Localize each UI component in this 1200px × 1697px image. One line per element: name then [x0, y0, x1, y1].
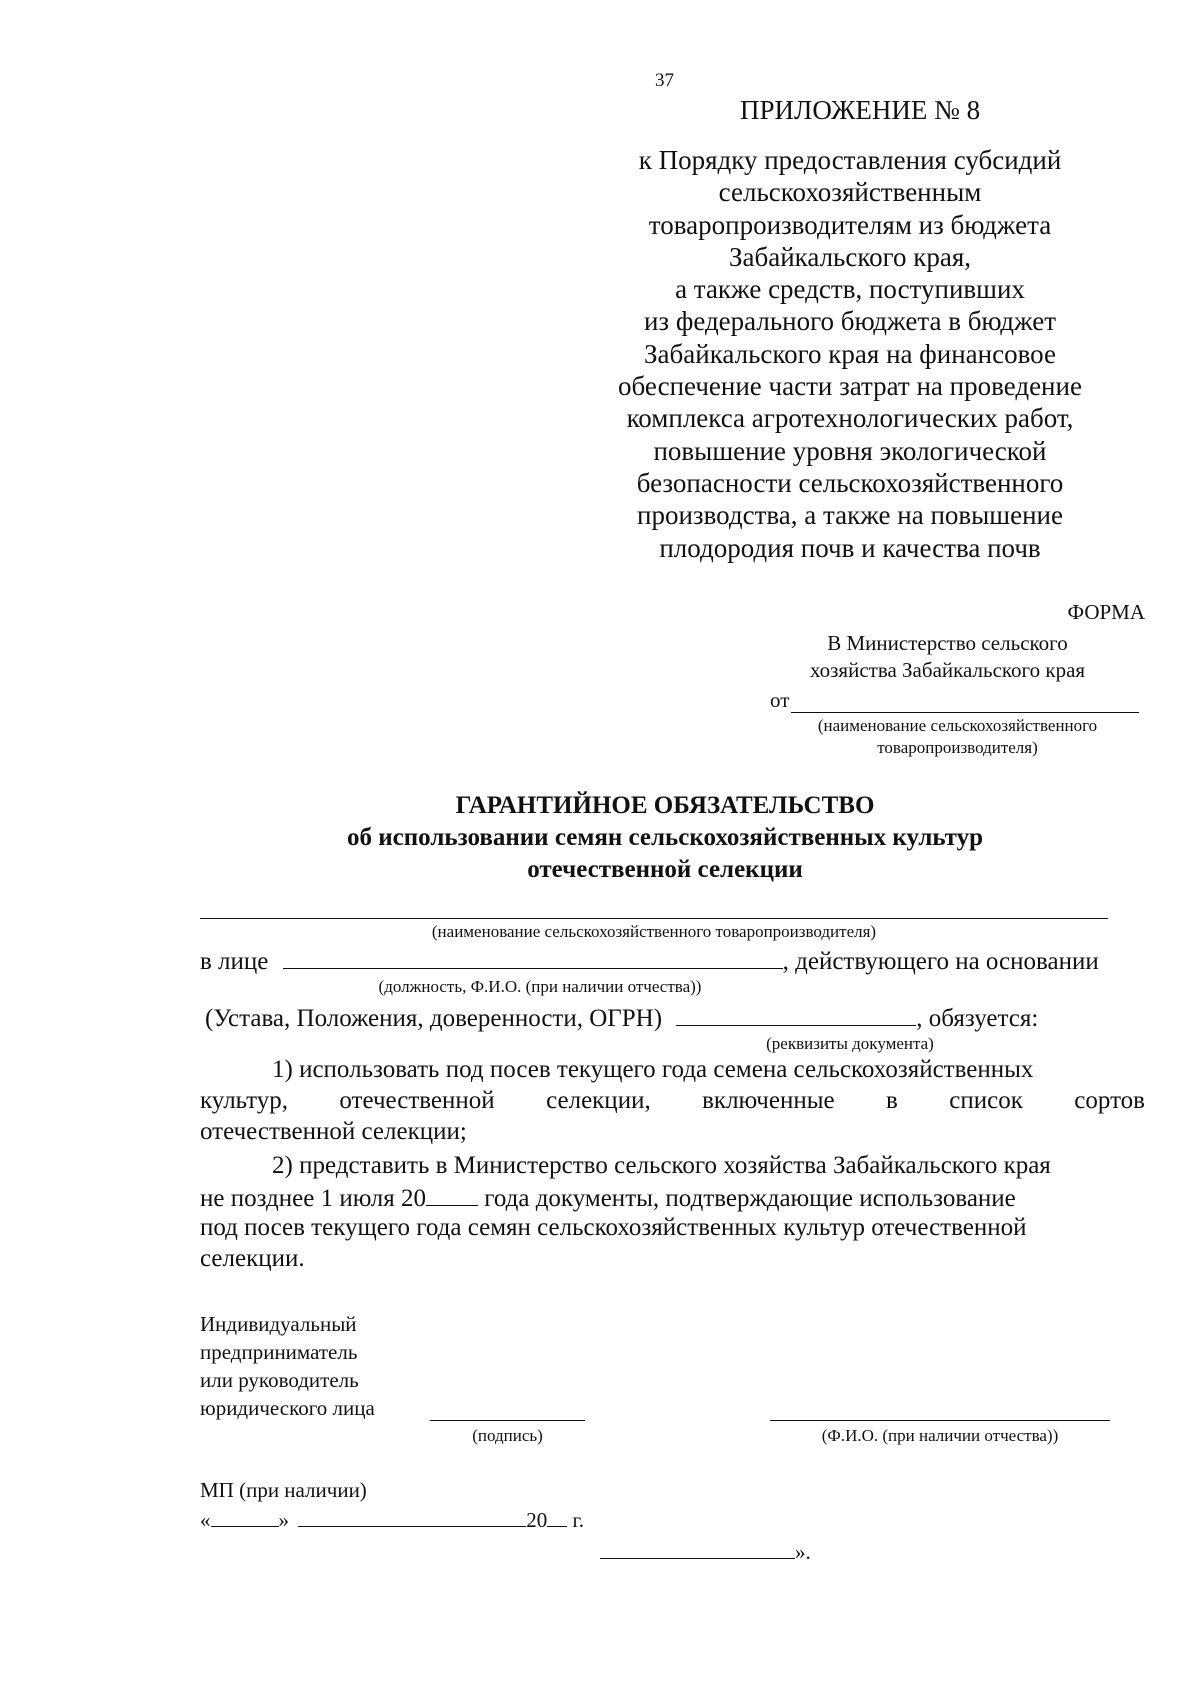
basis-suffix: , обязуется: — [916, 1005, 1039, 1032]
item1-word: культур, — [200, 1087, 288, 1114]
basis-text: (Устава, Положения, доверенности, ОГРН) — [205, 1005, 663, 1032]
title-line: об использовании семян сельскохозяйственных культур — [347, 824, 983, 851]
represented-by-prefix: в лице — [200, 948, 269, 975]
appendix-line: Забайкальского края на финансовое — [644, 338, 1056, 369]
item1-line: отечественной селекции; — [200, 1118, 467, 1145]
appendix-line: а также средств, поступивших — [675, 274, 1025, 305]
item1-word: включенные — [702, 1087, 835, 1114]
closing-field[interactable] — [600, 1540, 795, 1559]
item2-line: под посев текущего года семян сельскохозяйственных культур отечественной — [200, 1214, 1027, 1241]
item1-line: 1) использовать под посев текущего года семена сельскохозяйственных — [272, 1056, 1034, 1083]
item1-word: селекции, — [546, 1087, 651, 1114]
closing-mark: ». — [795, 1540, 811, 1564]
year-prefix: 20 — [526, 1508, 548, 1532]
document-title — [200, 790, 1130, 886]
signature-caption: (подпись) — [472, 1426, 543, 1445]
signature-field[interactable] — [430, 1420, 585, 1421]
caption-line: товаропроизводителя) — [877, 738, 1038, 757]
appendix-line: безопасности сельскохозяйственного — [636, 467, 1064, 498]
position-name-field[interactable] — [283, 946, 783, 969]
appendix-line: плодородия почв и качества почв — [659, 532, 1041, 563]
addressee — [770, 630, 1125, 684]
page-number: 37 — [655, 70, 674, 91]
addressee-line: В Министерство сельского — [827, 631, 1068, 655]
from-field[interactable] — [791, 692, 1139, 713]
represented-by-suffix: , действующего на основании — [782, 948, 1099, 975]
closing-row — [600, 1540, 811, 1565]
item2-line: селекции. — [200, 1245, 305, 1272]
title-line: ГАРАНТИЙНОЕ ОБЯЗАТЕЛЬСТВО — [455, 792, 875, 819]
stamp-label: МП (при наличии) — [200, 1478, 367, 1502]
from-label: от — [770, 688, 790, 712]
date-open-quote: « — [200, 1508, 211, 1532]
from-caption — [780, 715, 1135, 759]
document-details-field[interactable] — [676, 1003, 916, 1026]
signatory-line: предприниматель — [200, 1340, 358, 1364]
appendix-line: товаропроизводителям из бюджета — [648, 209, 1052, 240]
date-year-field[interactable] — [547, 1508, 567, 1527]
month-field[interactable] — [298, 1508, 526, 1527]
year-suffix: г. — [567, 1508, 584, 1532]
appendix-line: к Порядку предоставления субсидий — [638, 145, 1062, 175]
date-close-quote: » — [278, 1508, 289, 1532]
appendix-line: Забайкальского края, — [728, 241, 972, 272]
from-row — [770, 688, 1139, 713]
caption-line: (наименование сельскохозяйственного — [817, 716, 1098, 735]
day-field[interactable] — [211, 1508, 279, 1527]
year-field[interactable] — [426, 1183, 478, 1206]
document-details-caption: (реквизиты документа) — [766, 1034, 934, 1053]
item2-line: 2) представить в Министерство сельского хозяйства Забайкальского края — [272, 1152, 1051, 1179]
signatory-line: Индивидуальный — [200, 1312, 357, 1336]
full-name-caption: (Ф.И.О. (при наличии отчества)) — [821, 1426, 1059, 1445]
producer-caption: (наименование сельскохозяйственного товаропроизводителя) — [431, 922, 877, 941]
producer-name-field[interactable] — [200, 918, 1108, 919]
appendix-title: ПРИЛОЖЕНИЕ № 8 — [740, 95, 981, 125]
appendix-line: комплекса агротехнологических работ, — [626, 403, 1074, 434]
appendix-text — [600, 144, 1100, 564]
appendix-line: обеспечение части затрат на проведение — [618, 371, 1082, 402]
represented-by-row — [200, 946, 1099, 976]
appendix-line: повышение уровня экологической — [653, 435, 1047, 466]
item1-word: сортов — [1074, 1087, 1145, 1114]
signatory-line: или руководитель — [200, 1368, 359, 1392]
item1-word: отечественной — [339, 1087, 495, 1114]
addressee-line: хозяйства Забайкальского края — [809, 658, 1086, 682]
signatory-label — [200, 1310, 375, 1422]
appendix-line: производства, а также на повышение — [637, 500, 1063, 531]
item1-justified-line — [200, 1087, 1145, 1115]
appendix-line: из федерального бюджета в бюджет — [643, 306, 1057, 337]
position-caption: (должность, Ф.И.О. (при наличии отчества)) — [378, 977, 702, 996]
full-name-field[interactable] — [770, 1420, 1110, 1421]
date-row — [200, 1508, 584, 1533]
item1-word: список — [949, 1087, 1023, 1114]
form-label: ФОРМА — [1067, 600, 1145, 624]
item2-line-with-year — [200, 1183, 1016, 1213]
item2-suffix: года документы, подтверждающие использование — [477, 1185, 1016, 1212]
appendix-line: сельскохозяйственным — [718, 177, 982, 208]
item1-word: в — [886, 1087, 898, 1114]
basis-row — [205, 1003, 1038, 1033]
title-line: отечественной селекции — [527, 856, 803, 883]
signatory-line: юридического лица — [200, 1396, 375, 1420]
item2-prefix: не позднее 1 июля 20 — [200, 1185, 426, 1212]
